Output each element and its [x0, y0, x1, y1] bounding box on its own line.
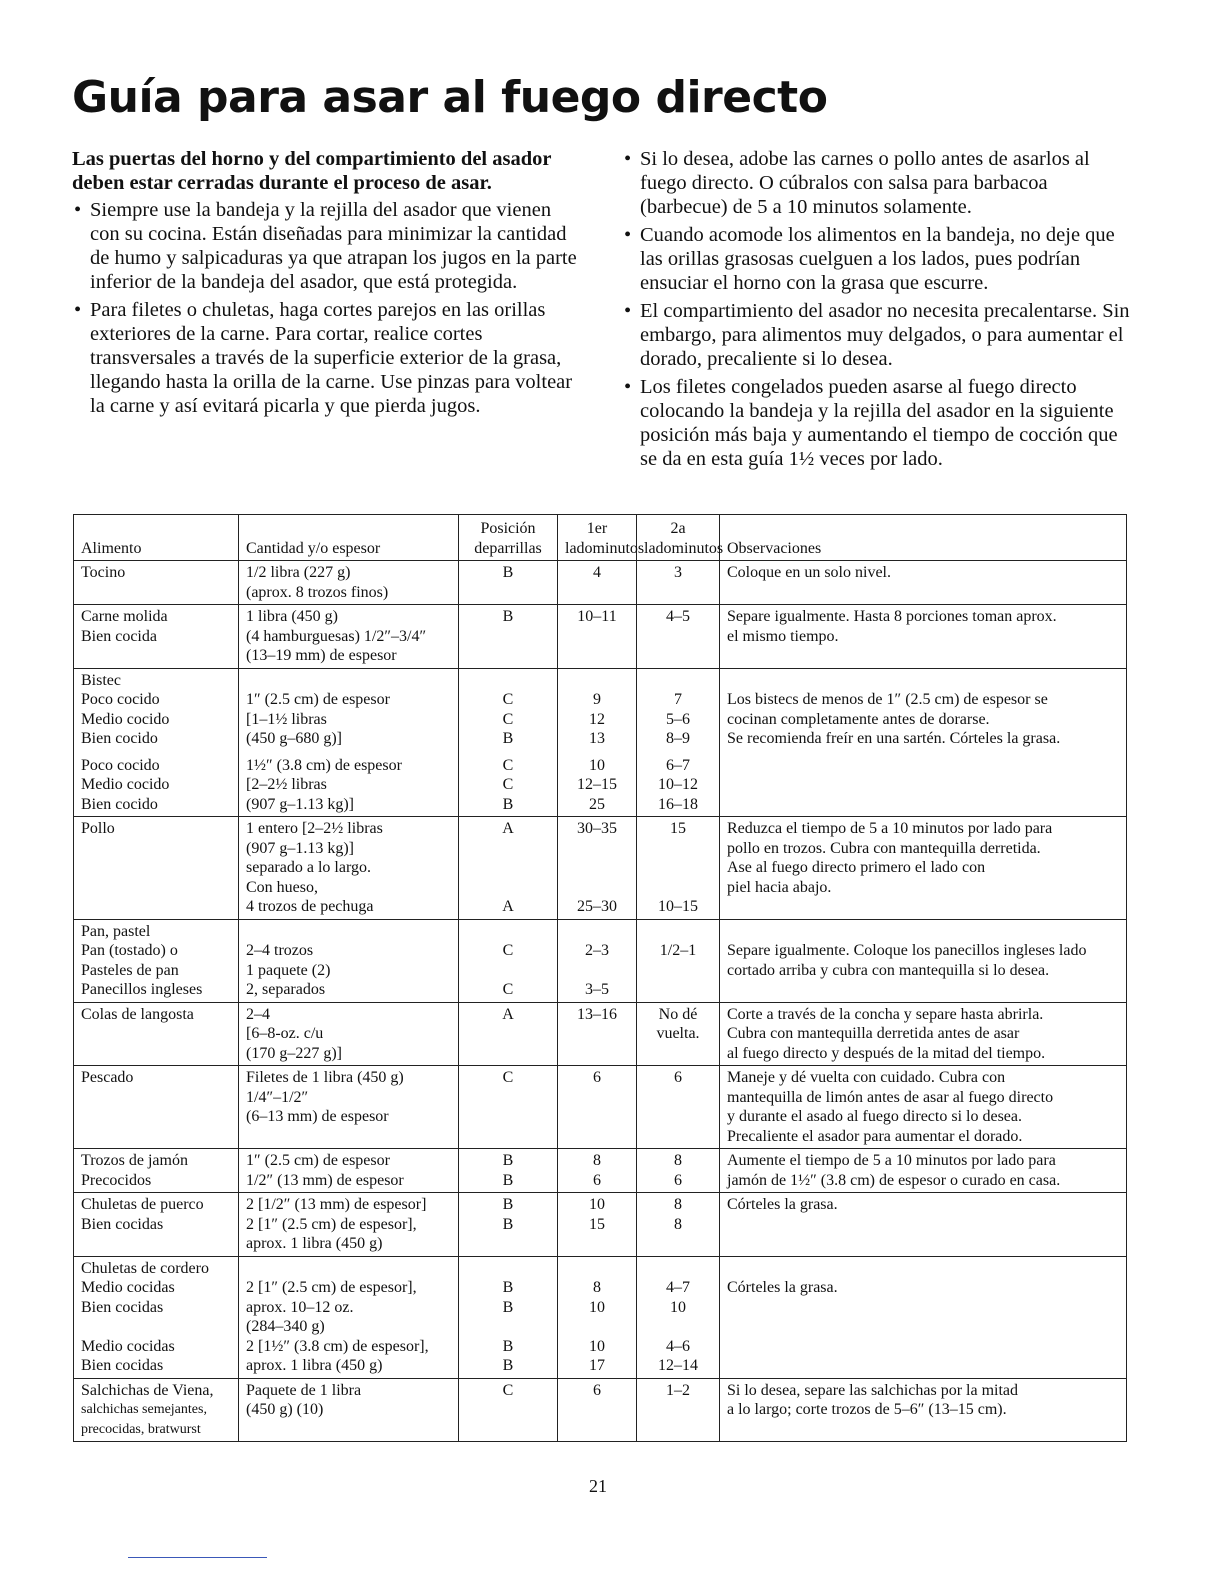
cell-alimento: Pan, pastel Pan (tostado) o Pasteles de pan Panecillos ingleses: [74, 919, 239, 1002]
cell-primer-lado: 6: [558, 1378, 637, 1442]
cell-cantidad: 1 libra (450 g) (4 hamburguesas) 1/2″–3/4″ (13–19 mm) de espesor: [239, 605, 459, 669]
cell-segundo-lado: 1/2–1: [637, 919, 720, 1002]
cell-cantidad: 1 entero [2–2½ libras (907 g–1.13 kg)] separado a lo largo. Con hueso, 4 trozos de pechuga: [239, 817, 459, 920]
list-item: • El compartimiento del asador no necesita precalentarse. Sin embargo, para alimentos muy delgados, o para aumentar el dorado, precaliente si lo desea.: [624, 300, 1130, 370]
header-primer-lado: 1er ladominutos: [558, 515, 637, 561]
cell-segundo-lado: 7 5–6 8–9 6–7 10–12 16–18: [637, 668, 720, 817]
cell-posicion: A A: [459, 817, 558, 920]
table-row: [74, 1256, 1127, 1378]
cell-segundo-lado: 8 6: [637, 1149, 720, 1193]
table-row: [74, 561, 1127, 605]
cell-primer-lado: 6: [558, 1066, 637, 1149]
cell-segundo-lado: 8 8: [637, 1193, 720, 1257]
cell-observaciones: Aumente el tiempo de 5 a 10 minutos por lado para jamón de 1½″ (3.8 cm) de espesor o curado en casa.: [720, 1149, 1127, 1193]
list-item: • Los filetes congelados pueden asarse al fuego directo colocando la bandeja y la rejilla del asador en la siguiente posición más baja y aumentando el tiempo de cocción que se da en esta guía 1½ veces por lado.: [624, 376, 1118, 470]
cell-observaciones: Córteles la grasa.: [720, 1193, 1127, 1257]
cell-segundo-lado: 4–7 10 4–6 12–14: [637, 1256, 720, 1378]
cell-alimento: Chuletas de puerco Bien cocidas: [74, 1193, 239, 1257]
cell-observaciones: Maneje y dé vuelta con cuidado. Cubra con mantequilla de limón antes de asar al fuego directo y durante el asado al fuego directo si lo desea. Precaliente el asador para aumentar el dorado.: [720, 1066, 1127, 1149]
header-cantidad: Cantidad y/o espesor: [239, 515, 459, 561]
cell-posicion: A: [459, 1002, 558, 1066]
cell-segundo-lado: 15 10–15: [637, 817, 720, 920]
cell-posicion: C: [459, 1378, 558, 1442]
bullet-icon: •: [624, 376, 632, 398]
page-number: 21: [589, 1476, 607, 1496]
cell-primer-lado: 9 12 13 10 12–15 25: [558, 668, 637, 817]
cell-observaciones: Los bistecs de menos de 1″ (2.5 cm) de espesor se cocinan completamente antes de dorarse. Se recomienda freír en una sartén. Córteles la grasa.: [720, 668, 1127, 817]
left-column: [72, 147, 582, 422]
cell-primer-lado: 8 10 10 17: [558, 1256, 637, 1378]
cell-cantidad: 2–4 trozos 1 paquete (2) 2, separados: [239, 919, 459, 1002]
cell-primer-lado: 8 6: [558, 1149, 637, 1193]
page-title: Guía para asar al fuego directo: [72, 72, 828, 123]
cell-observaciones: Coloque en un solo nivel.: [720, 561, 1127, 605]
header-alimento: Alimento: [74, 515, 239, 561]
left-bullet-list: [72, 198, 582, 418]
cell-cantidad: 1″ (2.5 cm) de espesor 1/2″ (13 mm) de espesor: [239, 1149, 459, 1193]
bullet-icon: •: [624, 300, 632, 322]
cell-posicion: B B B B: [459, 1256, 558, 1378]
table-header-row: [74, 515, 1127, 561]
cell-alimento: Chuletas de cordero Medio cocidas Bien cocidas Medio cocidas Bien cocidas: [74, 1256, 239, 1378]
table-row: [74, 1193, 1127, 1257]
cell-alimento: Colas de langosta: [74, 1002, 239, 1066]
cell-alimento: Bistec Poco cocido Medio cocido Bien cocido Poco cocido Medio cocido Bien cocido: [74, 668, 239, 817]
cell-observaciones: Separe igualmente. Coloque los panecillos ingleses lado cortado arriba y cubra con mantequilla si lo desea.: [720, 919, 1127, 1002]
cell-cantidad: 2–4 [6–8-oz. c/u (170 g–227 g)]: [239, 1002, 459, 1066]
cell-primer-lado: 2–3 3–5: [558, 919, 637, 1002]
cell-posicion: B: [459, 605, 558, 669]
cell-segundo-lado: 3: [637, 561, 720, 605]
cell-posicion: C C: [459, 919, 558, 1002]
cell-observaciones: Reduzca el tiempo de 5 a 10 minutos por lado para pollo en trozos. Cubra con mantequilla derretida. Ase al fuego directo primero el lado con piel hacia abajo.: [720, 817, 1127, 920]
cell-cantidad: Paquete de 1 libra (450 g) (10): [239, 1378, 459, 1442]
cell-cantidad: 1″ (2.5 cm) de espesor [1–1½ libras (450 g–680 g)] 1½″ (3.8 cm) de espesor [2–2½ libras (907 g–1.13 kg)]: [239, 668, 459, 817]
table-row: [74, 919, 1127, 1002]
cell-alimento: Trozos de jamón Precocidos: [74, 1149, 239, 1193]
cell-primer-lado: 10–11: [558, 605, 637, 669]
cell-primer-lado: 4: [558, 561, 637, 605]
cell-cantidad: Filetes de 1 libra (450 g) 1/4″–1/2″ (6–13 mm) de espesor: [239, 1066, 459, 1149]
cell-primer-lado: 10 15: [558, 1193, 637, 1257]
cell-observaciones: Separe igualmente. Hasta 8 porciones toman aprox. el mismo tiempo.: [720, 605, 1127, 669]
right-column: [622, 147, 1132, 475]
cell-posicion: C C B C C B: [459, 668, 558, 817]
cell-observaciones: Si lo desea, separe las salchichas por la mitad a lo largo; corte trozos de 5–6″ (13–15 cm).: [720, 1378, 1127, 1442]
cell-cantidad: 1/2 libra (227 g) (aprox. 8 trozos finos): [239, 561, 459, 605]
bullet-icon: •: [624, 224, 632, 246]
header-observaciones: Observaciones: [720, 515, 1127, 561]
table-row: [74, 1149, 1127, 1193]
cell-primer-lado: 30–35 25–30: [558, 817, 637, 920]
cell-segundo-lado: 1–2: [637, 1378, 720, 1442]
cell-observaciones: Córteles la grasa.: [720, 1256, 1127, 1378]
cell-posicion: B B: [459, 1193, 558, 1257]
cell-posicion: B: [459, 561, 558, 605]
cell-observaciones: Corte a través de la concha y separe hasta abrirla. Cubra con mantequilla derretida antes de asar al fuego directo y después de la mitad del tiempo.: [720, 1002, 1127, 1066]
broiling-guide-table: [73, 514, 1127, 1442]
bullet-icon: •: [74, 299, 82, 321]
cell-alimento: Salchichas de Viena, salchichas semejantes, precocidas, bratwurst: [74, 1378, 239, 1442]
cell-posicion: B B: [459, 1149, 558, 1193]
cell-posicion: C: [459, 1066, 558, 1149]
header-posicion: Posición deparrillas: [459, 515, 558, 561]
bullet-icon: •: [74, 199, 82, 221]
cell-alimento: Carne molida Bien cocida: [74, 605, 239, 669]
table-row: [74, 605, 1127, 669]
right-bullet-list: [622, 147, 1132, 471]
cell-primer-lado: 13–16: [558, 1002, 637, 1066]
list-item: • Para filetes o chuletas, haga cortes parejos en las orillas exteriores de la carne. Para cortar, realice cortes transversales a través de la superficie exterior de la grasa, llegando hasta la orilla de la carne. Use pinzas para voltear la carne y así evitará picarla y que pierda jugos.: [74, 299, 573, 417]
cell-alimento: Pollo: [74, 817, 239, 920]
intro-paragraph: Las puertas del horno y del compartimiento del asador deben estar cerradas durante el proceso de asar.: [72, 148, 552, 194]
table-row: [74, 668, 1127, 817]
table-row: [74, 1066, 1127, 1149]
list-item: • Cuando acomode los alimentos en la bandeja, no deje que las orillas grasosas cuelguen a los lados, pues podrían ensuciar el horno con la grasa que escurre.: [624, 224, 1115, 294]
table-row: [74, 817, 1127, 920]
list-item: • Si lo desea, adobe las carnes o pollo antes de asarlos al fuego directo. O cúbralos con salsa para barbacoa (barbecue) de 5 a 10 minutos solamente.: [624, 148, 1090, 218]
footer-divider: [128, 1557, 267, 1558]
cell-alimento: Pescado: [74, 1066, 239, 1149]
cell-cantidad: 2 [1/2″ (13 mm) de espesor] 2 [1″ (2.5 cm) de espesor], aprox. 1 libra (450 g): [239, 1193, 459, 1257]
header-segundo-lado: 2a ladominutos: [637, 515, 720, 561]
table-row: [74, 1378, 1127, 1442]
list-item: • Siempre use la bandeja y la rejilla del asador que vienen con su cocina. Están diseñadas para minimizar la cantidad de humo y salpicaduras ya que atrapan los jugos en la parte inferior de la bandeja del asador, que está protegida.: [74, 199, 577, 293]
cell-cantidad: 2 [1″ (2.5 cm) de espesor], aprox. 10–12 oz. (284–340 g) 2 [1½″ (3.8 cm) de espesor], aprox. 1 libra (450 g): [239, 1256, 459, 1378]
cell-segundo-lado: 6: [637, 1066, 720, 1149]
table-row: [74, 1002, 1127, 1066]
cell-segundo-lado: No dé vuelta.: [637, 1002, 720, 1066]
cell-segundo-lado: 4–5: [637, 605, 720, 669]
cell-alimento: Tocino: [74, 561, 239, 605]
bullet-icon: •: [624, 148, 632, 170]
